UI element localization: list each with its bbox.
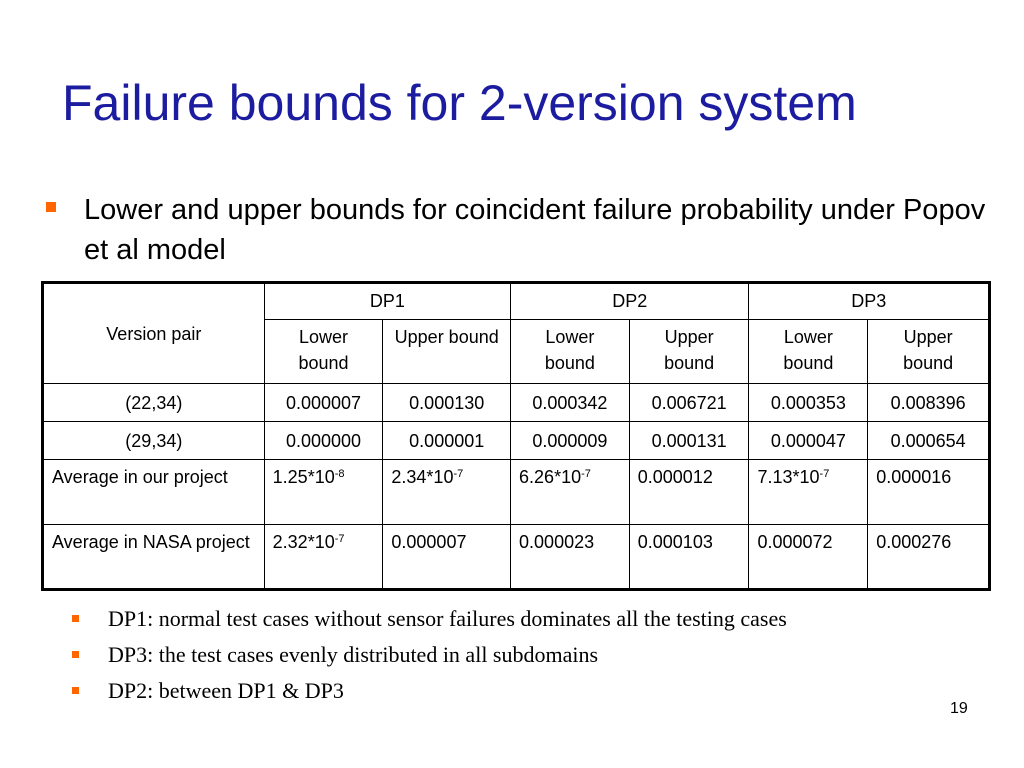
table-cell <box>749 422 868 460</box>
table-cell <box>511 384 630 422</box>
cell-value: 0.008396 <box>890 392 966 413</box>
cell-value: 0.000016 <box>876 467 952 487</box>
cell-value: 0.000047 <box>770 430 846 451</box>
bullet-square-icon <box>72 615 79 622</box>
cell-value: 0.000009 <box>532 430 608 451</box>
table-body <box>43 384 990 590</box>
sub-header-dp1-lower: Lower bound <box>264 320 383 384</box>
bullet-square-icon <box>72 687 79 694</box>
sub-bullet-text: DP1: normal test cases without sensor failures dominates all the testing cases <box>108 606 787 631</box>
main-bullet <box>46 190 986 270</box>
table-cell <box>383 422 511 460</box>
cell-value: 0.000007 <box>391 532 467 552</box>
version-pair-header: Version pair <box>43 283 265 384</box>
table-row <box>43 460 990 525</box>
cell-value: 0.000001 <box>409 430 485 451</box>
sub-bullet-text: DP2: between DP1 & DP3 <box>108 678 344 703</box>
bullet-square-icon <box>46 202 56 212</box>
table-cell <box>749 460 868 525</box>
table-cell <box>629 422 749 460</box>
group-header-dp1: DP1 <box>264 283 510 320</box>
cell-exponent: -7 <box>581 468 591 480</box>
cell-value: 0.000131 <box>651 430 727 451</box>
table-cell <box>868 460 990 525</box>
row-label: (22,34) <box>43 384 265 422</box>
table-cell <box>629 460 749 525</box>
page-number: 19 <box>950 700 968 717</box>
slide-title: Failure bounds for 2-version system <box>62 75 857 131</box>
cell-value: 0.000072 <box>757 532 833 552</box>
table-cell <box>264 460 383 525</box>
sub-bullet <box>72 602 1012 638</box>
failure-bounds-table <box>41 281 991 591</box>
table-cell <box>383 460 511 525</box>
cell-value: 1.25*10 <box>272 467 335 487</box>
cell-value: 0.000007 <box>285 392 362 413</box>
table-cell <box>264 422 383 460</box>
cell-value: 2.32*10 <box>272 532 335 552</box>
cell-value: 0.000276 <box>876 532 952 552</box>
sub-header-dp3-lower: Lower bound <box>749 320 868 384</box>
table-cell <box>868 384 990 422</box>
table-cell <box>629 384 749 422</box>
cell-value: 0.000130 <box>409 392 485 413</box>
cell-exponent: -7 <box>334 533 345 545</box>
table-cell <box>383 525 511 590</box>
table-cell <box>511 460 630 525</box>
table-cell <box>629 525 749 590</box>
bullet-square-icon <box>72 651 79 658</box>
table-cell <box>749 384 868 422</box>
table-row <box>43 525 990 590</box>
group-header-dp2: DP2 <box>511 283 749 320</box>
table-cell <box>868 422 990 460</box>
cell-value: 0.000353 <box>770 392 846 413</box>
sub-bullet-text: DP3: the test cases evenly distributed in all subdomains <box>108 642 599 667</box>
table-cell <box>264 525 383 590</box>
sub-bullet <box>72 638 1012 674</box>
sub-header-dp2-upper: Upper bound <box>629 320 749 384</box>
cell-value: 0.000012 <box>637 467 713 487</box>
row-label: Average in NASA project <box>43 525 265 590</box>
cell-exponent: -8 <box>334 468 345 480</box>
table-row <box>43 384 990 422</box>
main-bullet-text: Lower and upper bounds for coincident failure probability under Popov et al model <box>84 194 986 266</box>
table-cell <box>383 384 511 422</box>
row-label: Average in our project <box>43 460 265 525</box>
sub-header-dp3-upper: Upper bound <box>868 320 990 384</box>
cell-exponent: -7 <box>819 468 830 480</box>
table-row <box>43 422 990 460</box>
cell-value: 0.006721 <box>651 392 727 413</box>
table-cell <box>868 525 990 590</box>
cell-value: 6.26*10 <box>519 467 582 487</box>
table-cell <box>749 525 868 590</box>
row-label: (29,34) <box>43 422 265 460</box>
sub-header-dp2-lower: Lower bound <box>511 320 630 384</box>
sub-bullet-list <box>72 602 1012 710</box>
cell-value: 0.000342 <box>532 392 608 413</box>
table-cell <box>511 422 630 460</box>
cell-exponent: -7 <box>453 468 464 480</box>
cell-value: 0.000000 <box>285 430 362 451</box>
cell-value: 0.000023 <box>519 532 595 552</box>
sub-header-dp1-upper: Upper bound <box>383 320 511 384</box>
table-cell <box>511 525 630 590</box>
group-header-dp3: DP3 <box>749 283 990 320</box>
cell-value: 0.000103 <box>637 532 713 552</box>
table-cell <box>264 384 383 422</box>
cell-value: 7.13*10 <box>757 467 820 487</box>
cell-value: 2.34*10 <box>391 467 454 487</box>
sub-bullet <box>72 674 1012 710</box>
cell-value: 0.000654 <box>890 430 966 451</box>
